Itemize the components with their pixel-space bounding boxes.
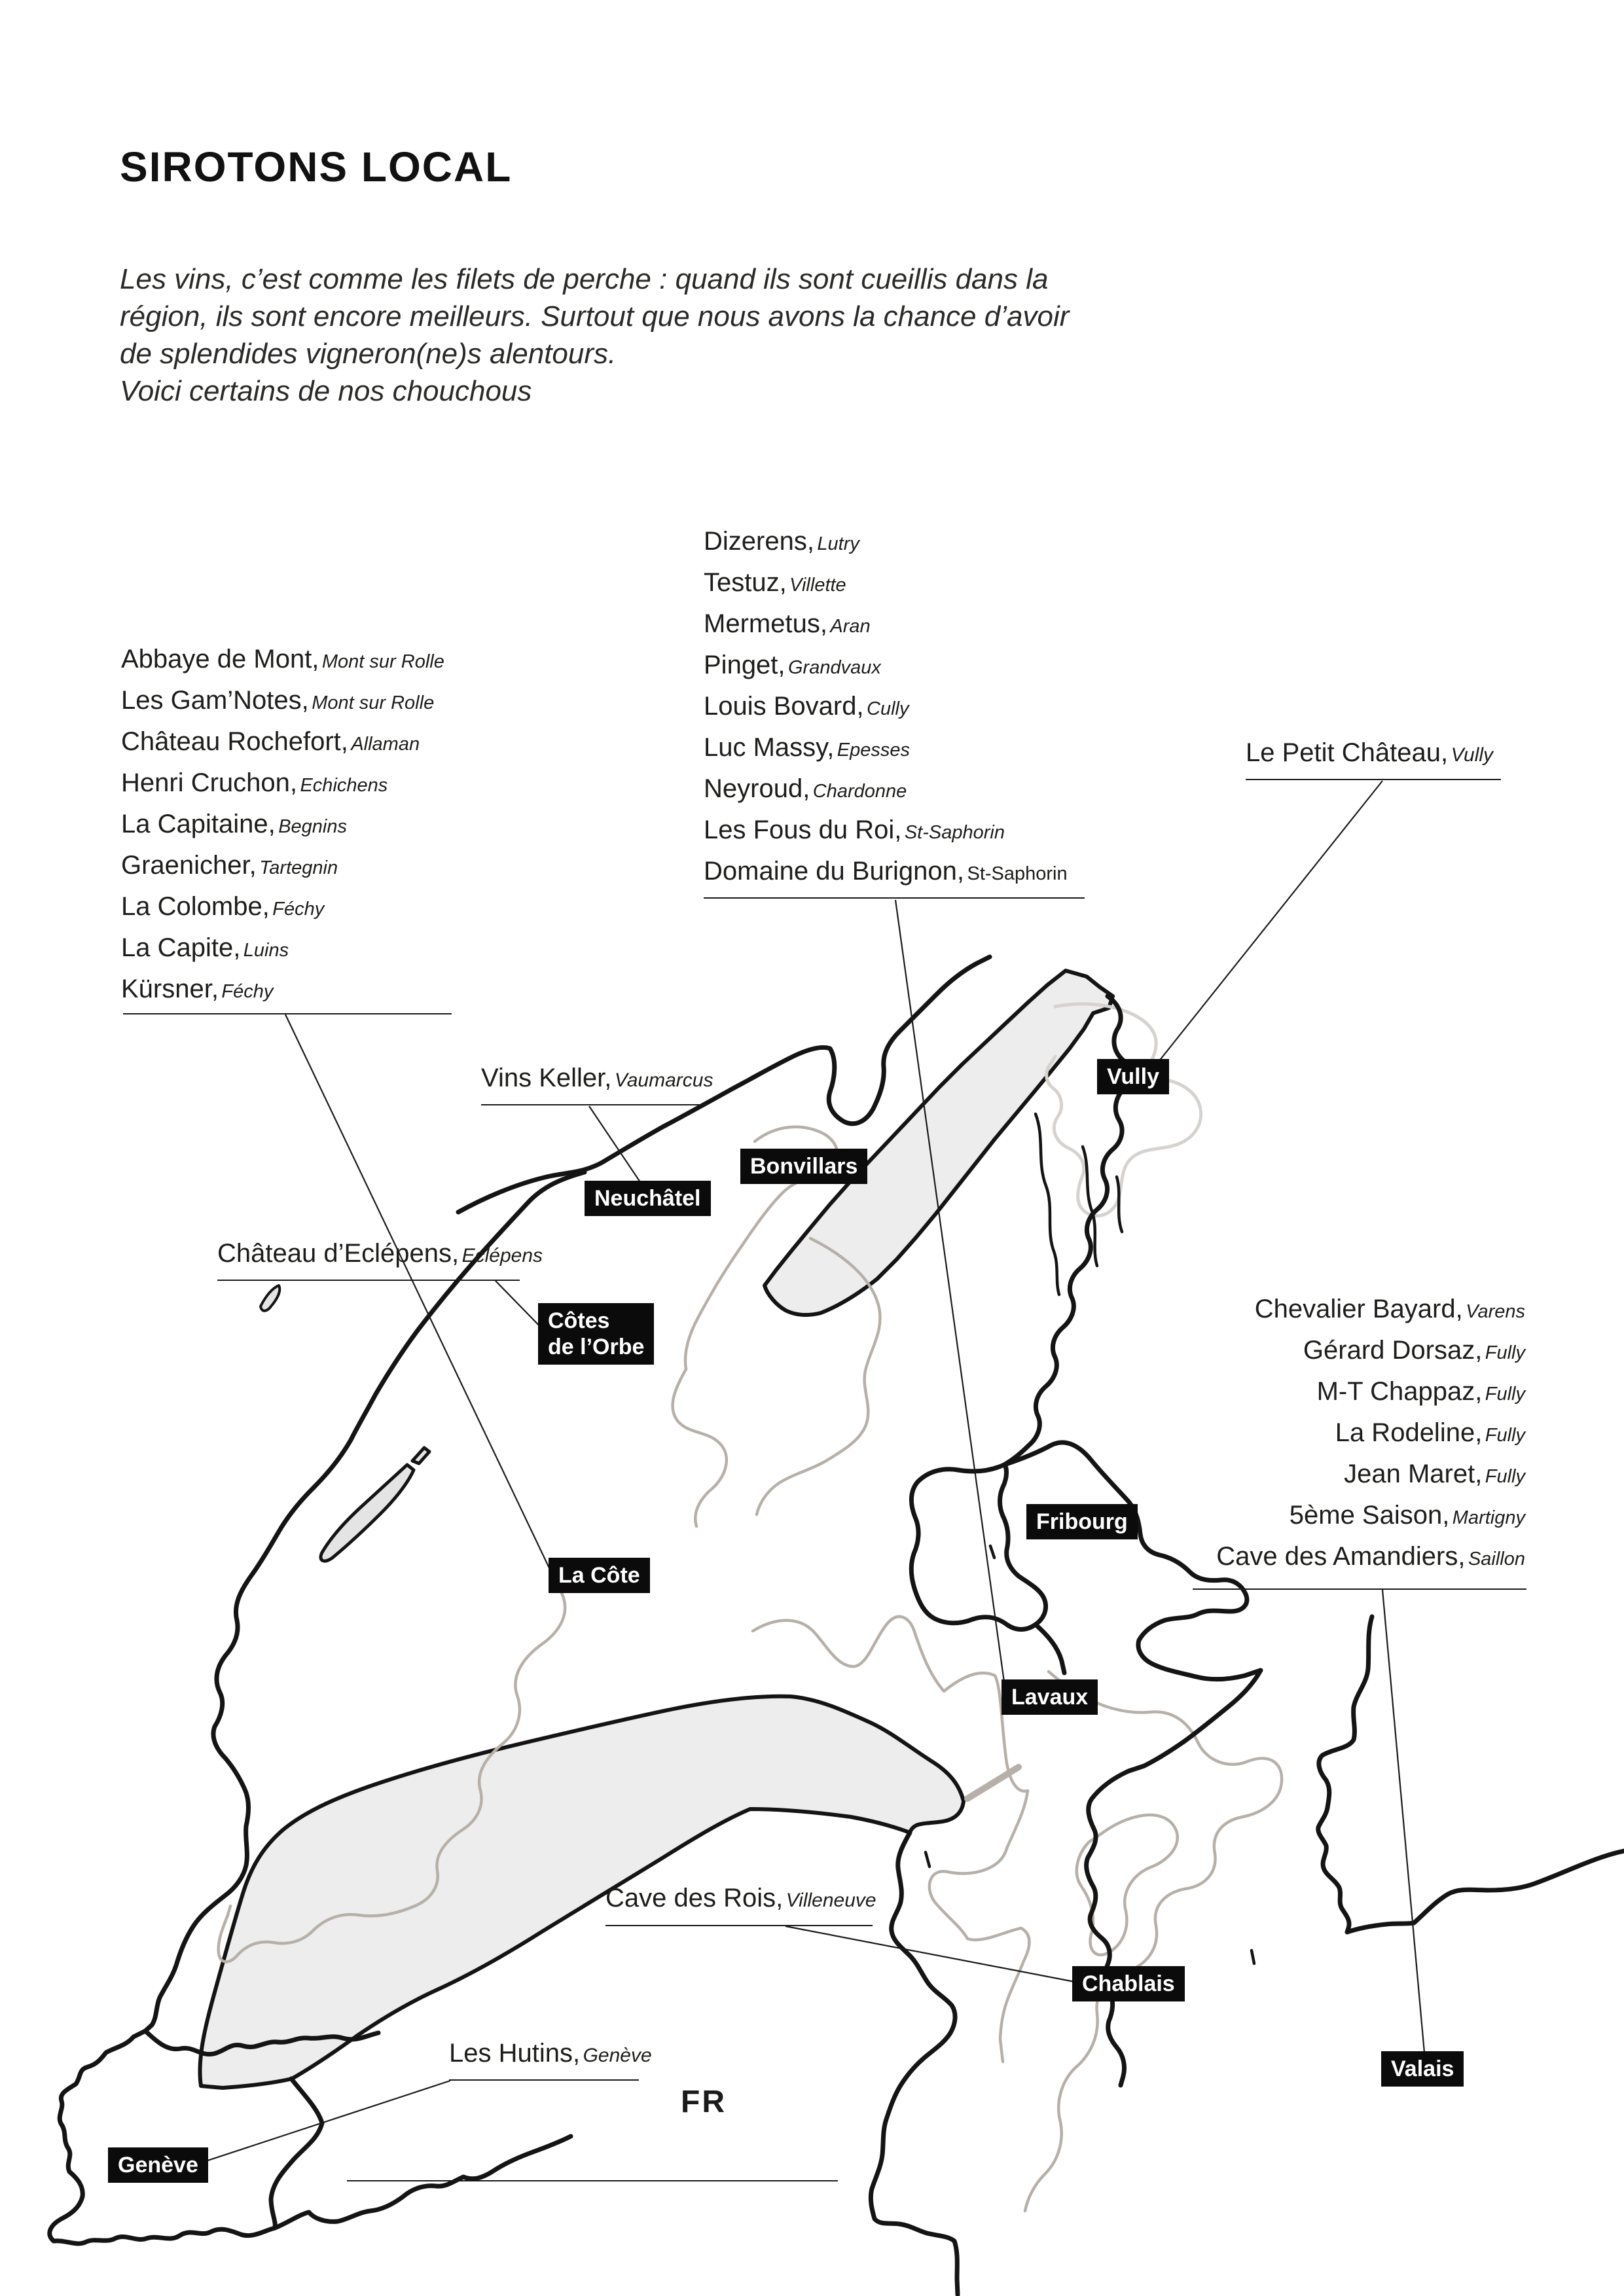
boundary-fribourg-link bbox=[1036, 1624, 1064, 1673]
producer-place: Vaumarcus bbox=[614, 1069, 713, 1091]
rhone-mouth bbox=[967, 1767, 1019, 1799]
river-tick-1 bbox=[990, 1546, 994, 1558]
producer-item bbox=[704, 857, 1068, 898]
producer-place: Saillon bbox=[1468, 1549, 1525, 1570]
producer-place: St-Saphorin bbox=[967, 863, 1068, 884]
producer-place: Fully bbox=[1485, 1342, 1525, 1363]
producer-name: Domaine du Burignon, bbox=[704, 857, 965, 886]
producer-place: Epesses bbox=[837, 740, 911, 761]
small-lake bbox=[261, 1285, 280, 1311]
boundary-rhone-west bbox=[871, 1833, 958, 2295]
producer-name: Dizerens, bbox=[704, 527, 814, 556]
producer-item bbox=[121, 810, 444, 851]
producer-place: Villeneuve bbox=[785, 1890, 876, 1911]
producer-place: Fully bbox=[1485, 1425, 1525, 1446]
rule-list-lavaux bbox=[704, 897, 1085, 899]
producer-name: Château Rochefort, bbox=[121, 727, 348, 756]
page-title: SIROTONS LOCAL bbox=[120, 143, 513, 190]
producer-place: Aran bbox=[830, 616, 871, 637]
producer-item bbox=[704, 774, 1068, 816]
producer-item bbox=[121, 851, 444, 892]
leader-hutins bbox=[200, 2081, 450, 2163]
producer-item bbox=[704, 816, 1068, 857]
producer-list-valais bbox=[1216, 1295, 1525, 1583]
producer-place: Eclépens bbox=[461, 1245, 543, 1266]
producer-place: Martigny bbox=[1452, 1507, 1525, 1528]
producer-item bbox=[1216, 1501, 1525, 1542]
producer-name: Henri Cruchon, bbox=[121, 768, 298, 797]
producer-place: Vully bbox=[1451, 744, 1494, 766]
producer-name: Pinget, bbox=[704, 651, 785, 679]
leader-petit-chateau bbox=[1159, 781, 1382, 1062]
producer-name: Mermetus, bbox=[704, 609, 827, 638]
producer-item bbox=[121, 768, 444, 810]
region-tag-lavaux: Lavaux bbox=[1001, 1679, 1098, 1715]
producer-name: La Capite, bbox=[121, 933, 241, 962]
producer-item bbox=[1216, 1460, 1525, 1501]
producer-item bbox=[704, 609, 1068, 651]
boundary-valais-east bbox=[1318, 1617, 1624, 1932]
producer-place: St-Saphorin bbox=[904, 822, 1005, 843]
producer-item bbox=[1216, 1542, 1525, 1583]
producer-name: Abbaye de Mont, bbox=[121, 645, 319, 673]
producer-name: Cave des Amandiers, bbox=[1216, 1542, 1466, 1571]
producer-place: Tartegnin bbox=[259, 857, 338, 878]
region-tag-cotes-de-l-orbe bbox=[538, 1303, 654, 1365]
producer-item bbox=[1216, 1418, 1525, 1460]
river-tick-2 bbox=[926, 1852, 929, 1867]
boundary-rhone-east bbox=[1087, 1771, 1128, 2085]
producer-name: Les Gam’Notes, bbox=[121, 686, 309, 715]
region-tag-line: de l’Orbe bbox=[548, 1335, 645, 1360]
region-tag-valais: Valais bbox=[1381, 2051, 1464, 2087]
callout-les-hutins bbox=[449, 2039, 652, 2068]
producer-item bbox=[704, 527, 1068, 568]
region-cotes-orbe-outline bbox=[673, 1369, 727, 1526]
region-tag-bonvillars: Bonvillars bbox=[740, 1149, 867, 1184]
producer-name: Vins Keller, bbox=[481, 1064, 612, 1092]
producer-place: Féchy bbox=[272, 899, 325, 920]
producer-place: Luins bbox=[243, 940, 289, 961]
region-tag-chablais: Chablais bbox=[1072, 1966, 1185, 2001]
callout-chateau-eclepens bbox=[217, 1239, 543, 1268]
producer-item bbox=[121, 933, 444, 975]
producer-place: Varens bbox=[1466, 1301, 1525, 1322]
callout-cave-des-rois bbox=[605, 1884, 876, 1913]
intro-paragraph bbox=[120, 260, 1069, 410]
producer-place: Villette bbox=[789, 575, 846, 596]
callout-le-petit-chateau bbox=[1246, 738, 1493, 768]
producer-place: Allaman bbox=[351, 734, 420, 755]
producer-item bbox=[704, 651, 1068, 692]
producer-item bbox=[121, 686, 444, 727]
producer-list-la-cote bbox=[121, 645, 444, 1016]
region-chablais-outline bbox=[1025, 1672, 1282, 2211]
producer-name: M-T Chappaz, bbox=[1316, 1377, 1483, 1406]
producer-place: Cully bbox=[867, 698, 909, 719]
producer-name: La Colombe, bbox=[121, 892, 270, 921]
producer-place: Chardonne bbox=[812, 781, 907, 802]
lake-joux-tip bbox=[412, 1448, 429, 1463]
rule-list-la-cote bbox=[123, 1013, 452, 1014]
producer-name: Graenicher, bbox=[121, 851, 257, 880]
region-tag-vully: Vully bbox=[1097, 1059, 1169, 1094]
river-broye-1 bbox=[1036, 1114, 1059, 1295]
producer-list-lavaux bbox=[704, 527, 1068, 898]
producer-place: Echichens bbox=[300, 775, 388, 796]
producer-place: Fully bbox=[1485, 1384, 1525, 1405]
producer-name: Le Petit Château, bbox=[1246, 738, 1449, 767]
producer-name: Chevalier Bayard, bbox=[1254, 1295, 1463, 1323]
producer-place: Genève bbox=[583, 2045, 652, 2066]
producer-name: La Capitaine, bbox=[121, 810, 276, 838]
producer-place: Fully bbox=[1485, 1466, 1525, 1487]
leader-valais bbox=[1382, 1590, 1424, 2053]
producer-place: Lutry bbox=[817, 533, 859, 554]
rule-petit-chateau bbox=[1246, 779, 1501, 780]
rule-bottom bbox=[347, 2180, 838, 2181]
region-lavaux-outline bbox=[753, 1617, 1030, 2062]
rule-hutins bbox=[449, 2079, 639, 2081]
producer-name: Luc Massy, bbox=[704, 733, 835, 762]
producer-item bbox=[704, 568, 1068, 609]
producer-name: Kürsner, bbox=[121, 975, 219, 1003]
producer-name: Les Hutins, bbox=[449, 2039, 581, 2068]
leader-la-cote bbox=[285, 1014, 552, 1573]
region-tag-neuchatel: Neuchâtel bbox=[585, 1181, 711, 1216]
producer-place: Grandvaux bbox=[787, 657, 881, 678]
producer-name: Les Fous du Roi, bbox=[704, 816, 902, 844]
producer-item bbox=[704, 692, 1068, 733]
region-tag-line: Côtes bbox=[548, 1308, 610, 1333]
boundary-france-south bbox=[275, 2136, 571, 2228]
intro-line: Les vins, c’est comme les filets de perche : quand ils sont cueillis dans la bbox=[120, 263, 1049, 295]
producer-item bbox=[1216, 1295, 1525, 1336]
rule-vins-keller bbox=[481, 1104, 706, 1105]
producer-place: Mont sur Rolle bbox=[312, 692, 435, 713]
producer-item bbox=[121, 645, 444, 686]
producer-name: Cave des Rois, bbox=[605, 1884, 784, 1912]
rule-eclepens bbox=[217, 1280, 520, 1281]
producer-name: Gérard Dorsaz, bbox=[1303, 1336, 1483, 1365]
producer-place: Begnins bbox=[278, 816, 347, 837]
rule-list-valais bbox=[1193, 1588, 1526, 1590]
producer-place: Mont sur Rolle bbox=[321, 651, 444, 672]
region-tag-la-cote: La Côte bbox=[549, 1558, 650, 1593]
callout-vins-keller bbox=[481, 1064, 713, 1093]
producer-name: Neyroud, bbox=[704, 774, 810, 803]
producer-name: Testuz, bbox=[704, 568, 787, 597]
producer-item bbox=[121, 727, 444, 768]
rule-cave-rois bbox=[605, 1925, 873, 1926]
intro-line: Voici certains de nos chouchous bbox=[120, 375, 532, 407]
region-tag-geneve: Genève bbox=[108, 2147, 208, 2183]
producer-name: Louis Bovard, bbox=[704, 692, 864, 721]
producer-name: 5ème Saison, bbox=[1289, 1501, 1450, 1530]
producer-item bbox=[121, 892, 444, 933]
producer-item bbox=[1216, 1377, 1525, 1418]
river-tick-3 bbox=[1252, 1950, 1254, 1964]
leader-cave-rois bbox=[785, 1926, 1075, 1982]
intro-line: région, ils sont encore meilleurs. Surtout que nous avons la chance d’avoir bbox=[120, 300, 1070, 332]
region-tag-fribourg: Fribourg bbox=[1026, 1504, 1138, 1539]
producer-item bbox=[704, 733, 1068, 774]
producer-name: La Rodeline, bbox=[1335, 1418, 1483, 1447]
producer-item bbox=[121, 975, 444, 1016]
lake-joux bbox=[321, 1465, 414, 1561]
france-label: FR bbox=[681, 2085, 727, 2119]
producer-name: Château d’Eclépens, bbox=[217, 1239, 460, 1268]
producer-place: Féchy bbox=[221, 981, 274, 1002]
producer-item bbox=[1216, 1336, 1525, 1377]
intro-line: de splendides vigneron(ne)s alentours. bbox=[120, 338, 617, 370]
producer-name: Jean Maret, bbox=[1344, 1460, 1483, 1488]
